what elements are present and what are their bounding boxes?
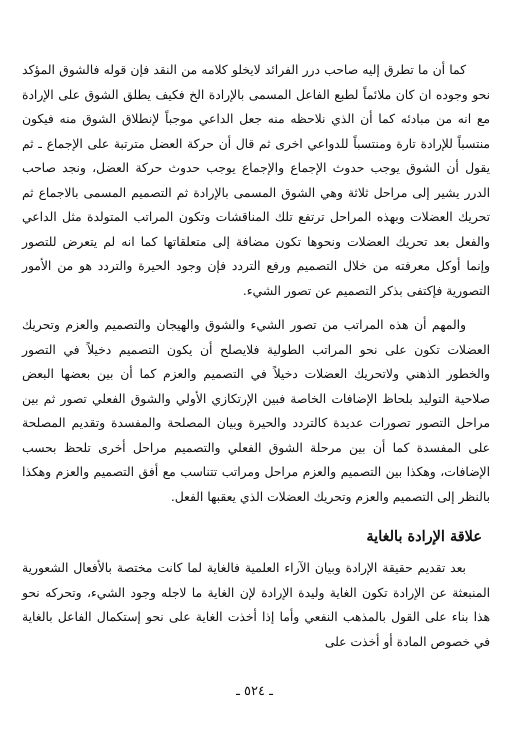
paragraph-2: والمهم أن هذه المراتب من تصور الشيء والشوق والهيجان والتصميم والعزم وتحريك العضلات تكون على نحو المراتب الطولية فلايصلح أن يكون التصميم دخيلاً في التصور والخطور الذهني ولاتحريك العضلات دخيلاً في التصميم والعزم كما أن بين بعضها البعض صلاحية التوليد بلحاظ الإضافات الخاصة فبين الإرتكازي الأولي والشوق الفعلي تصور ثم بين مراحل التصور تصورات عديدة كالتردد والحيرة وبيان المصلحة والمفسدة وتقديم المصلحة على المفسدة كما أن بين مرحلة الشوق الفعلي والتصميم مراحل أخرى تلحظ بحسب الإضافات، وهكذا بين التصميم والعزم مراحل ومراتب تتناسب مع أفق التصميم والعزم وهكذا بالنظر إلى التصميم والعزم وتحريك العضلات الذي يعقبها الفعل. [22, 318, 490, 504]
page-number: ـ ٥٢٤ ـ [236, 684, 273, 699]
paragraph-3: بعد تقديم حقيقة الإرادة وبيان الآراء العلمية فالغاية لما كانت مختصة بالأفعال الشعورية المنبعثة عن الإرادة تكون الغاية وليدة الإرادة لإن الغاية ما لاجله وجود الشيء، وتحركه نحو هذا بناء على القول بالمذهب النفعي وأما إذا أخذت الغاية على نحو إستكمال الفاعل بالغاية في خصوص المادة أو أخذت على [22, 561, 490, 649]
section-heading: علاقة الإرادة بالغاية [366, 528, 482, 545]
document-page [22, 58, 490, 654]
paragraph-1: كما أن ما تطرق إليه صاحب درر الفرائد لايخلو كلامه من النقد فإن قوله فالشوق المؤكد نحو وجوده ان كان ملائماً لطبع الفاعل المسمى بالإرادة الخ فكيف يطلق الشوق على الإرادة مع انه من مبادئه كما أن الذي نلاحظه منه جعل الداعي موجباً لإنطلاق الشوق منه فيكون منتسباً للإرادة تارة ومنتسباً للدواعي اخرى ثم قال أن حركة العضل مترتبة على الإجماع ـ ثم يقول أن الشوق يوجب حدوث الإجماع والإجماع يوجب حدوث حركة العضل، ونجد صاحب الدرر يشير إلى مراحل ثلاثة وهي الشوق المسمى بالإرادة ثم التصميم المسمى بالاجماع ثم تحريك العضلات وبهذه المراحل ترتفع تلك المناقشات وتكون المراتب المتولدة مثل الداعي والفعل بعد تحريك العضلات ونحوها تكون مضافة إلى متعلقاتها كما انه لم يتعرض للتصور وإنما أوكل معرفته من خلال التصميم ورفع التردد فإن وجود الحيرة والتردد هو من الأمور التصورية فإكتفى بذكر التصميم عن تصور الشيء. [22, 63, 490, 298]
